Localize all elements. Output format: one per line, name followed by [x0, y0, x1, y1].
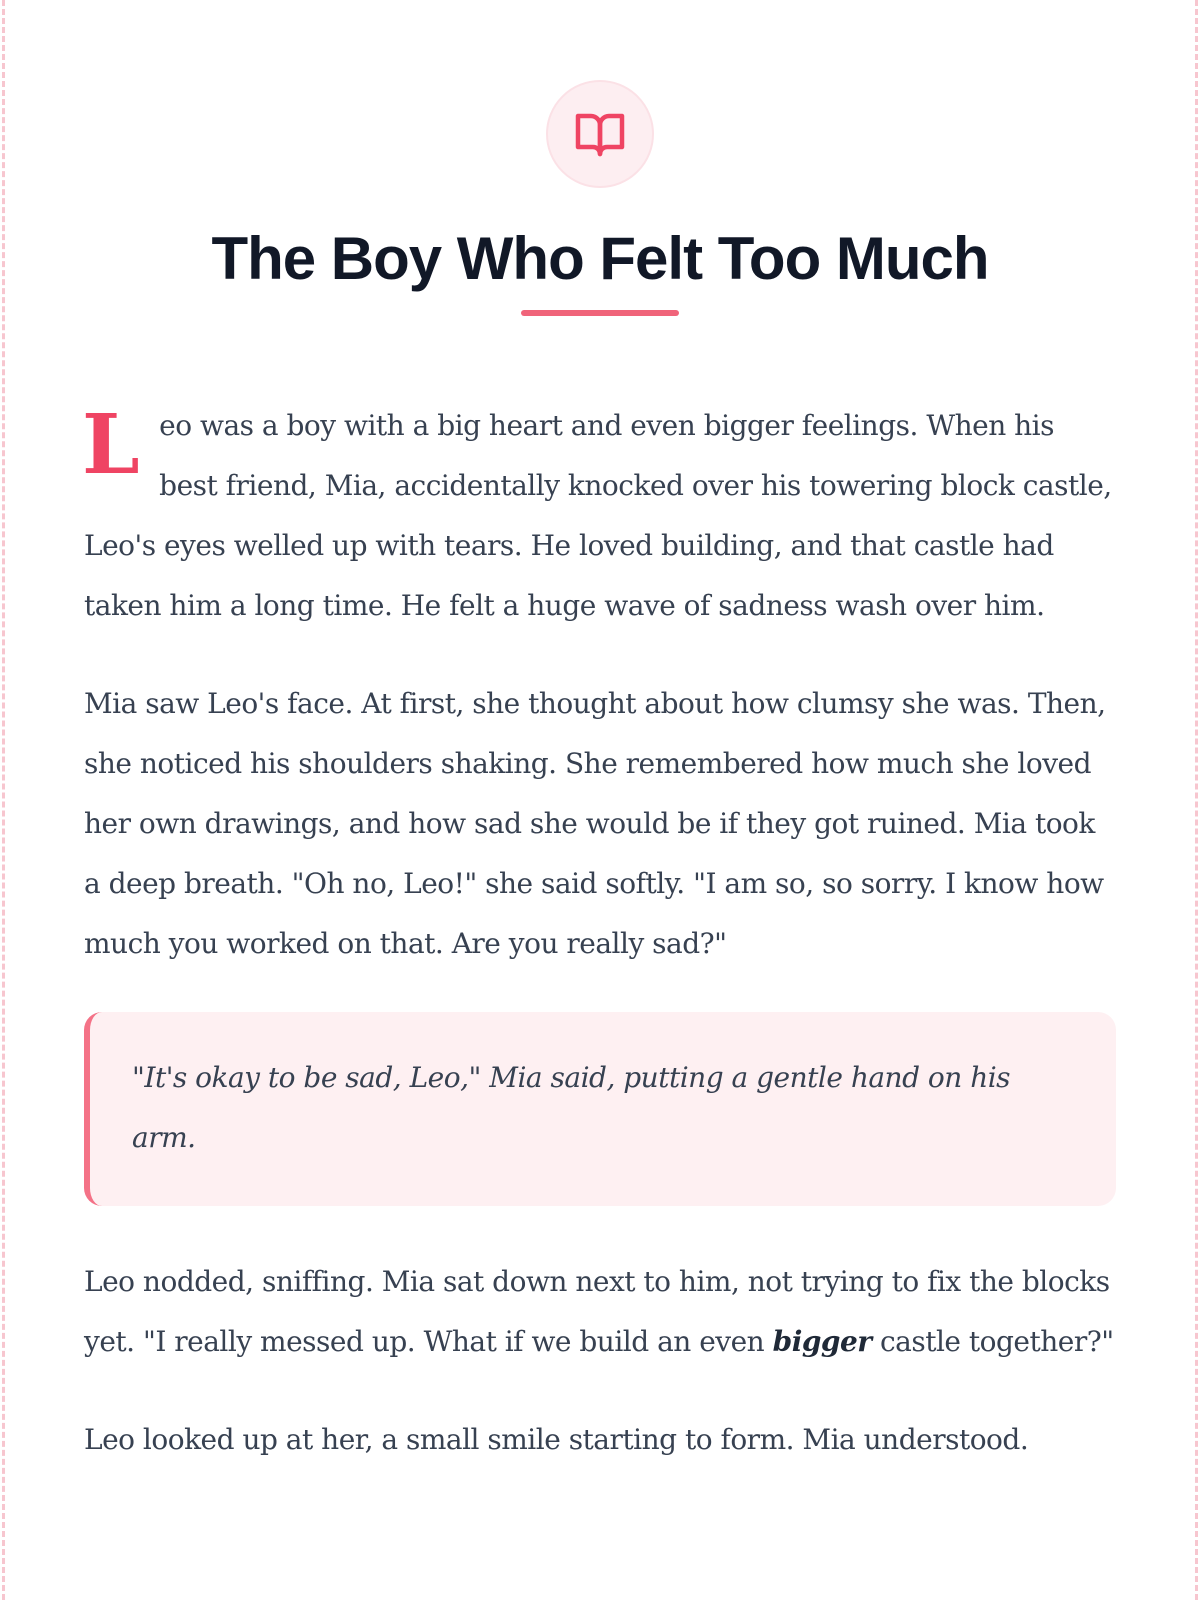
open-book-icon — [574, 110, 626, 158]
story-body — [84, 396, 1116, 1470]
paragraph-3-before: Leo nodded, sniffing. Mia sat down next to him, not trying to fix the blocks yet. "I really messed up. What if we build an even — [84, 1265, 1110, 1358]
story-paragraph-1 — [84, 396, 1116, 636]
story-paragraph-4: Leo looked up at her, a small smile starting to form. Mia understood. — [84, 1423, 1029, 1456]
paragraph-1-text: eo was a boy with a big heart and even bigger feelings. When his best friend, Mia, accidentally knocked over his towering block castle, Leo's eyes welled up with tears. He loved building, and that castle had taken him a long time. He felt a huge wave of sadness wash over him. — [84, 409, 1112, 622]
story-paragraph-3 — [84, 1252, 1116, 1372]
story-page — [84, 0, 1116, 1508]
drop-cap: L — [82, 397, 140, 493]
story-quote — [84, 1012, 1116, 1206]
quote-text: "It's okay to be sad, Leo," Mia said, putting a gentle hand on his arm. — [132, 1061, 1011, 1154]
page-edge-right — [1195, 0, 1198, 1600]
book-badge — [546, 80, 654, 188]
story-paragraph-2: Mia saw Leo's face. At first, she thought about how clumsy she was. Then, she noticed his shoulders shaking. She remembered how much she loved her own drawings, and how sad she would be if they got ruined. Mia took a deep breath. "Oh no, Leo!" she said softly. "I am so, so sorry. I know how much you worked on that. Are you really sad?" — [84, 687, 1106, 960]
paragraph-3-emphasis: bigger — [772, 1325, 872, 1358]
page-edge-left — [2, 0, 5, 1600]
paragraph-3-after: castle together?" — [871, 1325, 1114, 1358]
title-underline — [521, 310, 679, 316]
story-title: The Boy Who Felt Too Much — [211, 225, 989, 292]
